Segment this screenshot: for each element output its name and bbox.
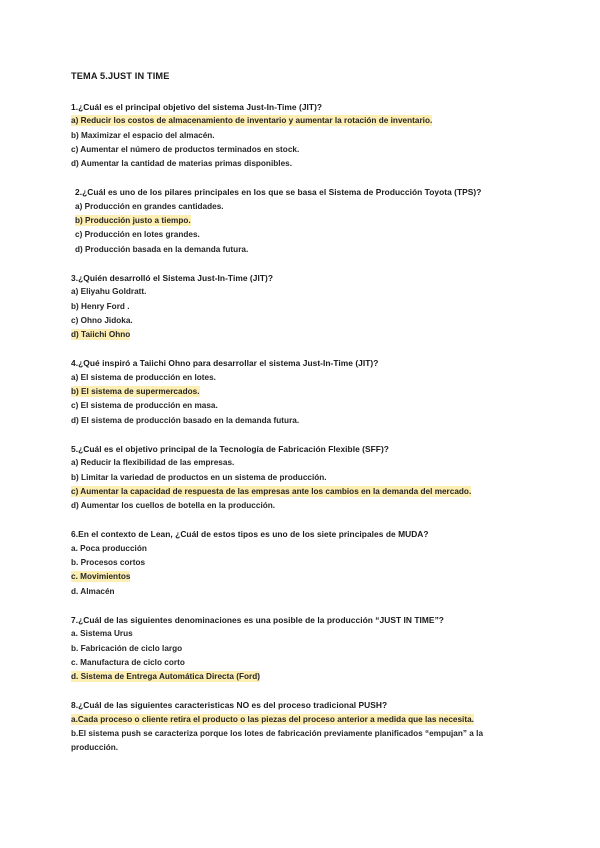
answer-option-label: b. Procesos cortos <box>71 558 146 568</box>
answer-option-label: d) El sistema de producción basado en la demanda futura. <box>71 415 300 425</box>
answer-option-label: c) Aumentar el número de productos terminados en stock. <box>71 144 300 154</box>
answer-option-label: b.El sistema push se caracteriza porque los lotes de fabricación previamente planificados “empujan” a la producción. <box>71 728 484 753</box>
answer-option-label: b) Henry Ford . <box>71 301 130 311</box>
answer-option-label: a) Producción en grandes cantidades. <box>75 201 224 211</box>
answer-option <box>71 414 528 428</box>
question-block <box>71 185 528 256</box>
answer-option-label: c) Ohno Jidoka. <box>71 315 133 325</box>
answer-option-highlighted <box>71 485 528 499</box>
answer-option-label: d) Aumentar los cuellos de botella en la producción. <box>71 501 276 511</box>
answer-option <box>71 157 528 171</box>
answer-option <box>75 228 528 242</box>
answer-option <box>71 499 528 513</box>
answer-option-highlighted <box>71 328 528 342</box>
answer-option <box>71 399 528 413</box>
answer-option-label: d) Producción basada en la demanda futura. <box>75 244 249 254</box>
answer-option-label: d. Almacén <box>71 586 115 596</box>
answer-option-label: b) Limitar la variedad de productos en un sistema de producción. <box>71 472 327 482</box>
answer-option <box>71 300 528 314</box>
question-stem: 5.¿Cuál es el objetivo principal de la Tecnología de Fabricación Flexible (SFF)? <box>71 443 389 454</box>
question-stem: 1.¿Cuál es el principal objetivo del sistema Just-In-Time (JIT)? <box>71 102 323 112</box>
answer-option-highlighted <box>71 570 528 584</box>
answer-option-label: a.Cada proceso o cliente retira el producto o las piezas del proceso anterior a medida que las necesita. <box>71 714 474 724</box>
answer-option-label: c. Movimientos <box>71 572 131 582</box>
answer-option-label: d) Aumentar la cantidad de materias primas disponibles. <box>71 159 293 169</box>
question-block <box>71 442 528 513</box>
answer-option-label: b) Producción justo a tiempo. <box>75 216 191 226</box>
answer-option-highlighted <box>71 670 528 684</box>
question-stem: 6.En el contexto de Lean, ¿Cuál de estos tipos es uno de los siete principales de MUDA? <box>71 529 429 540</box>
question-stem: 8.¿Cuál de las siguientes caracteristicas NO es del proceso tradicional PUSH? <box>71 700 388 711</box>
answer-option-highlighted <box>75 214 528 228</box>
answer-option <box>71 471 528 485</box>
answer-option-label: c) Aumentar la capacidad de respuesta de las empresas ante los cambios en la demanda del mercado. <box>71 486 472 496</box>
answer-option-highlighted <box>71 114 528 128</box>
answer-option <box>71 542 528 556</box>
answer-option <box>71 727 528 756</box>
question-block <box>71 100 528 171</box>
answer-option-label: a. Sistema Urus <box>71 629 133 639</box>
answer-option <box>71 556 528 570</box>
answer-option-label: a) Eliyahu Goldratt. <box>71 287 147 297</box>
answer-option-label: c) El sistema de producción en masa. <box>71 401 218 411</box>
answer-option-label: a) El sistema de producción en lotes. <box>71 372 216 382</box>
answer-option-highlighted <box>71 385 528 399</box>
answer-option-label: a) Reducir la flexibilidad de las empresas. <box>71 458 235 468</box>
answer-option <box>71 456 528 470</box>
answer-option <box>75 200 528 214</box>
question-block <box>71 271 528 342</box>
question-block <box>71 527 528 598</box>
answer-option <box>71 371 528 385</box>
answer-option <box>71 314 528 328</box>
answer-option <box>71 656 528 670</box>
answer-option-label: d. Sistema de Entrega Automática Directa (Ford) <box>71 672 260 682</box>
answer-option-label: d) Taiichi Ohno <box>71 330 131 340</box>
answer-option-label: c. Manufactura de ciclo corto <box>71 657 185 667</box>
answer-option <box>71 129 528 143</box>
answer-option-label: b) El sistema de supermercados. <box>71 387 200 397</box>
question-stem: 4.¿Qué inspiró a Taiichi Ohno para desarrollar el sistema Just-In-Time (JIT)? <box>71 358 379 369</box>
answer-option-label: c) Producción en lotes grandes. <box>75 230 200 240</box>
answer-option-label: b. Fabricación de ciclo largo <box>71 643 183 653</box>
answer-option-highlighted <box>71 713 528 727</box>
questions-container <box>71 100 528 756</box>
answer-option-label: b) Maximizar el espacio del almacén. <box>71 130 215 140</box>
answer-option-label: a) Reducir los costos de almacenamiento de inventario y aumentar la rotación de inventario. <box>71 116 433 126</box>
question-stem: 3.¿Quién desarrolló el Sistema Just-In-Time (JIT)? <box>71 272 273 283</box>
question-block <box>71 356 528 427</box>
question-block <box>71 698 528 755</box>
answer-option <box>71 627 528 641</box>
answer-option <box>71 585 528 599</box>
answer-option <box>71 285 528 299</box>
answer-option <box>71 143 528 157</box>
answer-option <box>75 243 528 257</box>
page-title: TEMA 5.JUST IN TIME <box>71 71 170 81</box>
question-stem: 7.¿Cuál de las siguientes denominaciones es una posible de la producción “JUST IN TIME”? <box>71 614 444 625</box>
question-block <box>71 613 528 684</box>
question-stem: 2.¿Cuál es uno de los pilares principales en los que se basa el Sistema de Producción Toyota (TPS)? <box>75 187 482 198</box>
answer-option <box>71 642 528 656</box>
answer-option-label: a. Poca producción <box>71 543 147 553</box>
